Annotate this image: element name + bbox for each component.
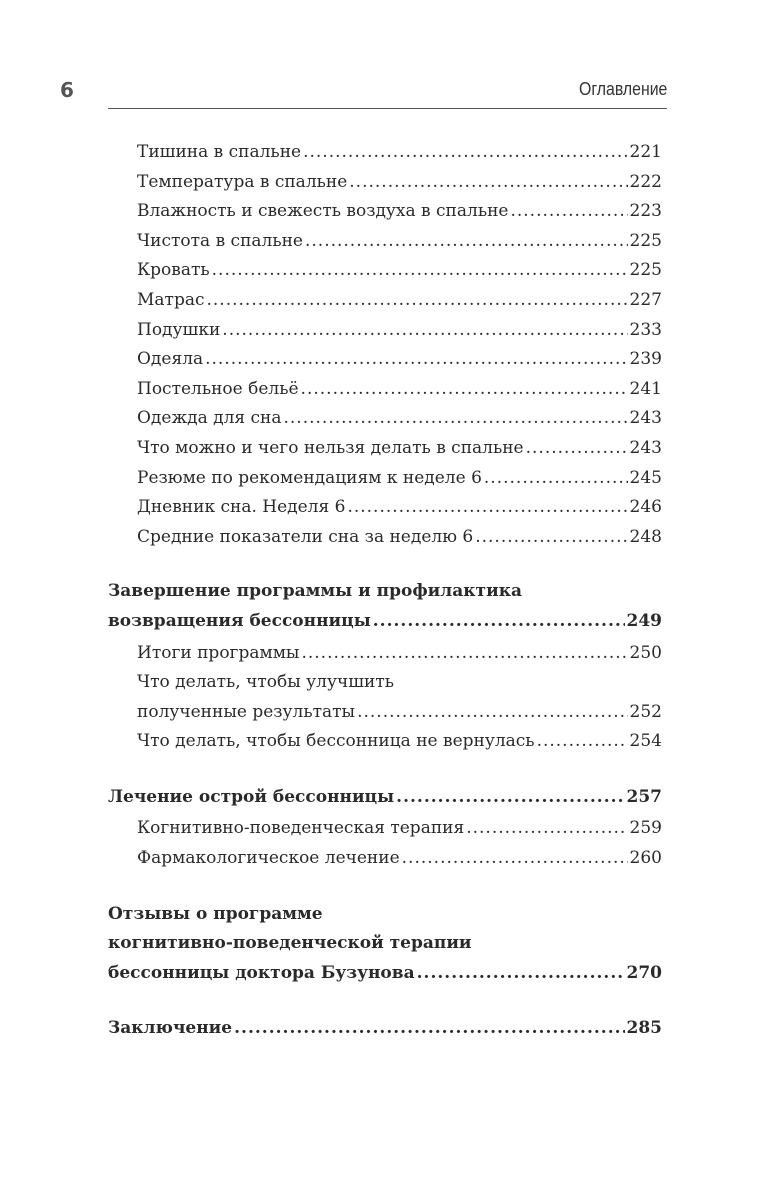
toc-entry-title: Что делать, чтобы улучшить [137,672,395,693]
toc-entry[interactable] [108,577,662,607]
toc-entry-title: Отзывы о программе [108,903,323,924]
toc-entry-title: Чистота в спальне [137,230,303,251]
dot-leader [396,783,624,813]
dot-leader [301,375,628,405]
toc-entry[interactable] [137,844,662,874]
toc-entry[interactable] [137,523,662,553]
toc-entry[interactable] [137,464,662,494]
toc-entry-title: Постельное бельё [137,378,299,399]
dot-leader [207,286,628,316]
toc-entry[interactable] [137,493,662,523]
dot-leader [305,227,628,257]
toc-entry-page: 233 [629,319,662,340]
toc-entry[interactable] [137,286,662,316]
toc-entry-title: Когнитивно-поведенческая терапия [137,818,465,839]
toc-entry-page: 241 [629,378,662,399]
toc-entry-title: Влажность и свежесть воздуха в спальне [137,201,509,222]
toc-entry-title: Что делать, чтобы бессонница не вернулась [137,731,535,752]
toc-entry-page: 285 [626,1018,662,1039]
dot-leader [349,168,627,198]
dot-leader [205,345,627,375]
toc-entry[interactable] [137,227,662,257]
dot-leader [357,698,627,728]
toc-entry-page: 225 [629,230,662,251]
toc-entry-title: Заключение [108,1018,233,1039]
toc-entry-title: Дневник сна. Неделя 6 [137,497,346,518]
toc-entry-page: 222 [629,171,662,192]
toc-entry-title: Завершение программы и профилактика [108,581,522,602]
toc-entry-page: 246 [629,497,662,518]
dot-leader [466,814,627,844]
toc-entry[interactable] [137,316,662,346]
section-spacer [108,988,662,1014]
toc-entry-title: Фармакологическое лечение [137,848,400,869]
toc-entry[interactable] [108,959,662,989]
toc-entry[interactable] [137,138,662,168]
toc-entry[interactable] [137,197,662,227]
toc-entry-page: 243 [629,437,662,458]
dot-leader [484,464,628,494]
table-of-contents [108,138,662,1044]
toc-entry-page: 249 [626,610,662,631]
running-header: Оглавление [578,79,667,99]
dot-leader [212,256,628,286]
toc-entry-title: Одежда для сна [137,408,282,429]
toc-entry-page: 221 [629,142,662,162]
section-spacer [108,552,662,577]
toc-entry[interactable] [137,256,662,286]
toc-entry-title: Подушки [137,319,221,340]
toc-entry-title: Лечение острой бессонницы [108,786,395,807]
toc-entry-page: 243 [629,408,662,429]
toc-entry[interactable] [108,607,662,637]
dot-leader [303,138,627,168]
toc-entry[interactable] [108,900,662,930]
toc-entry-title: Резюме по рекомендациям к неделе 6 [137,467,482,488]
header-rule [108,108,667,109]
toc-entry-title: Кровать [137,260,210,281]
toc-entry-page: 260 [629,848,662,869]
toc-entry-title: Тишина в спальне [137,142,302,162]
toc-entry-page: 252 [629,701,662,722]
dot-leader [510,197,627,227]
toc-entry[interactable] [137,434,662,464]
toc-entry[interactable] [137,814,662,844]
toc-entry-title: Одеяла [137,349,204,370]
dot-leader [475,523,627,553]
toc-entry-page: 223 [629,201,662,222]
toc-entry[interactable] [137,698,662,728]
toc-entry-title: Матрас [137,289,205,310]
toc-entry-title: когнитивно-поведенческой терапии [108,933,472,954]
dot-leader [526,434,628,464]
dot-leader [234,1014,624,1044]
dot-leader [284,404,628,434]
toc-entry[interactable] [137,668,662,698]
page-number: 6 [60,78,74,102]
toc-entry-page: 227 [629,289,662,310]
section-spacer [108,874,662,900]
toc-entry[interactable] [137,639,662,669]
toc-entry-page: 259 [629,818,662,839]
toc-entry-page: 257 [626,786,662,807]
toc-entry-page: 245 [629,467,662,488]
toc-entry-title: бессонницы доктора Бузунова [108,962,415,983]
toc-entry-page: 248 [629,526,662,547]
dot-leader [301,639,627,669]
toc-entry-title: возвращения бессонницы [108,610,371,631]
dot-leader [347,493,627,523]
toc-entry[interactable] [108,1014,662,1044]
toc-entry[interactable] [108,783,662,813]
toc-entry[interactable] [137,345,662,375]
dot-leader [402,844,628,874]
toc-entry[interactable] [137,404,662,434]
toc-entry-page: 254 [629,731,662,752]
toc-entry-title: полученные результаты [137,701,356,722]
toc-entry[interactable] [137,168,662,198]
dot-leader [222,316,627,346]
toc-entry-title: Итоги программы [137,642,300,663]
section-spacer [108,757,662,783]
toc-entry[interactable] [108,929,662,959]
dot-leader [417,959,625,989]
toc-entry-page: 250 [629,642,662,663]
dot-leader [373,607,625,637]
toc-entry[interactable] [137,727,662,757]
toc-entry[interactable] [137,375,662,405]
toc-entry-title: Температура в спальне [137,171,348,192]
toc-entry-page: 239 [629,349,662,370]
toc-entry-title: Что можно и чего нельзя делать в спальне [137,437,524,458]
toc-entry-page: 270 [626,962,662,983]
dot-leader [537,727,628,757]
toc-entry-title: Средние показатели сна за неделю 6 [137,526,474,547]
toc-entry-page: 225 [629,260,662,281]
